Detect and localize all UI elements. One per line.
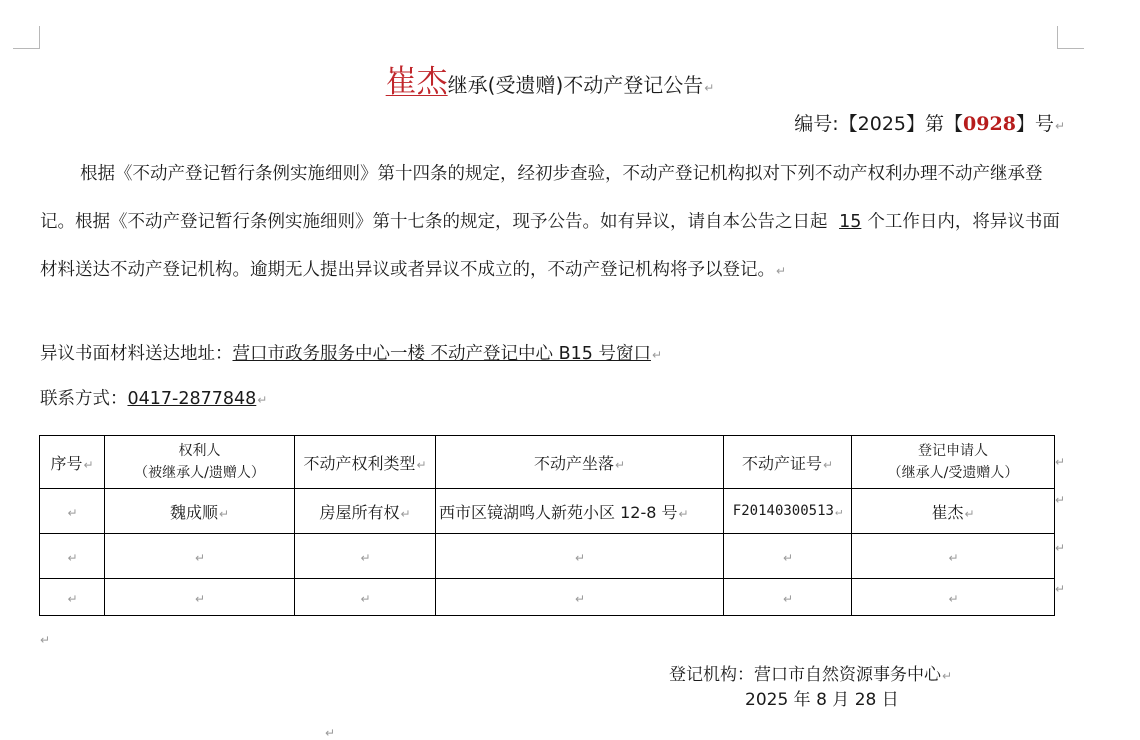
objection-days: 15 [839, 212, 862, 232]
objection-address [40, 340, 662, 365]
table-header-row [40, 436, 1055, 489]
table-cell: ↵ [40, 579, 105, 616]
table-cell: ↵ [724, 579, 852, 616]
doc-number-value: 0928 [963, 113, 1016, 135]
row-end-mark-icon: ↵ [1055, 493, 1066, 507]
contact-label: 联系方式： [40, 389, 128, 409]
table-cell: ↵ [436, 534, 724, 579]
table-cell: ↵ [436, 579, 724, 616]
page-title [0, 56, 1100, 101]
contact-phone: 0417-2877848 [127, 389, 257, 409]
registration-table [39, 435, 1055, 616]
doc-number-suffix: 】号 [1015, 113, 1054, 135]
doc-number-year: 2025 [857, 113, 907, 135]
table-cell: F20140300513↵ [724, 489, 852, 534]
table-row [40, 579, 1055, 616]
table-row [40, 489, 1055, 534]
table-cell: ↵ [724, 534, 852, 579]
table-cell: ↵ [105, 579, 295, 616]
announcement-body [40, 150, 1060, 295]
header-right-type: 不动产权利类型↵ [295, 436, 436, 489]
table-cell: ↵ [295, 534, 436, 579]
contact-info [40, 385, 267, 410]
paragraph-mark-icon: ↵ [1054, 119, 1065, 133]
title-text: 继承(受遗赠)不动产登记公告 [447, 73, 704, 97]
row-end-mark-icon: ↵ [1055, 455, 1066, 469]
address-value: 营口市政务服务中心一楼 不动产登记中心 B15 号窗口 [232, 344, 651, 364]
paragraph-mark-icon: ↵ [651, 348, 663, 362]
table-cell: ↵ [852, 534, 1055, 579]
header-serial: 序号↵ [40, 436, 105, 489]
registration-organization: 登记机构：营口市自然资源事务中心↵ [669, 665, 953, 685]
header-certificate-no: 不动产证号↵ [724, 436, 852, 489]
address-label: 异议书面材料送达地址： [40, 344, 233, 364]
body-text-part2: 个工作日内，将异议书面材料送达不动产登记机构。逾期无人提出异议或者异议不成立的，不动产登记机构将予以登记。 [40, 212, 1060, 280]
paragraph-mark-icon: ↵ [776, 264, 787, 278]
table-cell: ↵ [852, 579, 1055, 616]
doc-number-middle: 】第【 [906, 113, 964, 135]
title-person-name: 崔杰 [385, 64, 448, 100]
paragraph-mark-icon: ↵ [325, 726, 336, 740]
paragraph-mark-icon: ↵ [704, 81, 715, 95]
crop-mark-top-right [1057, 26, 1084, 49]
table-cell: ↵ [105, 534, 295, 579]
table-cell: 房屋所有权↵ [295, 489, 436, 534]
paragraph-mark-icon: ↵ [40, 633, 51, 647]
body-text-part1: 根据《不动产登记暂行条例实施细则》第十四条的规定，经初步查验，不动产登记机构拟对下列不动产权利办理不动产继承登记。根据《不动产登记暂行条例实施细则》第十七条的规定，现予公告。如有异议，请自本公告之日起 [40, 164, 1043, 232]
table-cell: 崔杰↵ [852, 489, 1055, 534]
paragraph-mark-icon: ↵ [257, 393, 268, 407]
crop-mark-top-left [13, 26, 40, 49]
table-cell: ↵ [40, 489, 105, 534]
table-cell: ↵ [40, 534, 105, 579]
row-end-mark-icon: ↵ [1055, 582, 1066, 596]
table-cell: 西市区镜湖鸣人新苑小区 12-8 号↵ [436, 489, 724, 534]
row-end-mark-icon: ↵ [1055, 541, 1066, 555]
announcement-date: 2025 年 8 月 28 日 [745, 690, 899, 710]
header-location: 不动产坐落↵ [436, 436, 724, 489]
table-cell: ↵ [295, 579, 436, 616]
document-number [794, 109, 1065, 136]
table-row [40, 534, 1055, 579]
table-cell: 魏成顺↵ [105, 489, 295, 534]
header-right-holder: 权利人 （被继承人/遗赠人） [105, 436, 295, 489]
header-applicant: 登记申请人 （继承人/受遗赠人） [852, 436, 1055, 489]
doc-number-prefix: 编号:【 [794, 113, 858, 135]
